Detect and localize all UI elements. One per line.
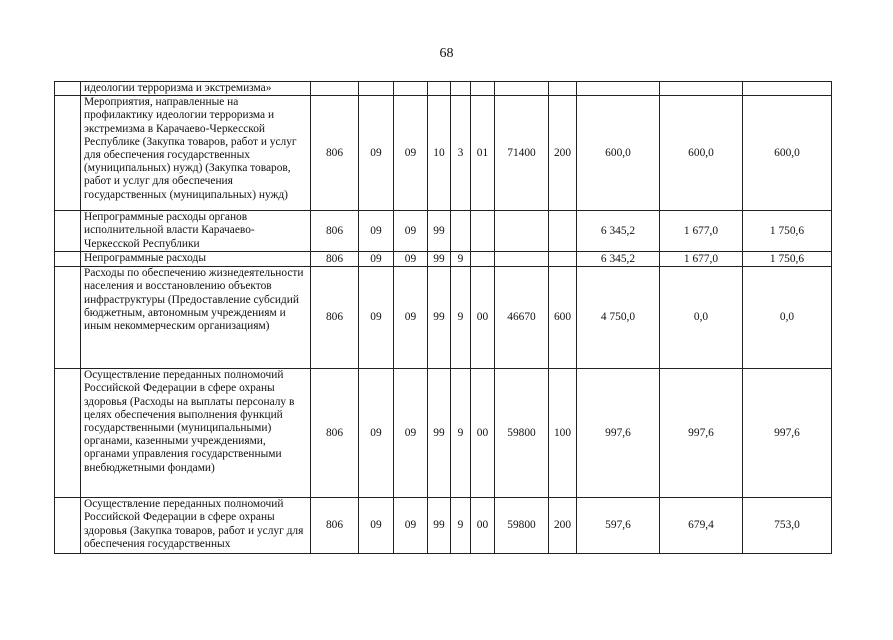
ministry-code-cell: 806 <box>311 252 359 267</box>
subsection-code-cell: 09 <box>394 252 428 267</box>
ministry-code-cell: 806 <box>311 498 359 554</box>
table-row <box>55 267 832 369</box>
amount-year1-cell: 597,6 <box>577 498 660 554</box>
event-code-cell: 00 <box>471 267 495 369</box>
description-cell: Осуществление переданных полномочий Российской Федерации в сфере охраны здоровья (Расходы на выплаты персоналу в целях обеспечения выполнения функций государственными (муниципальными) органами, казенными учреждениями, органами управления государственными внебюджетными фондами) <box>81 369 311 498</box>
description-cell: Непрограммные расходы органов исполнительной власти Карачаево-Черкесской Республики <box>81 211 311 252</box>
section-code-cell: 09 <box>359 96 394 211</box>
description-cell: Непрограммные расходы <box>81 252 311 267</box>
program-code-cell: 99 <box>428 267 451 369</box>
ministry-code-cell <box>311 82 359 96</box>
subsection-code-cell <box>394 82 428 96</box>
row-number-cell <box>55 252 81 267</box>
program-code-cell: 10 <box>428 96 451 211</box>
row-number-cell <box>55 82 81 96</box>
direction-code-cell: 59800 <box>495 498 549 554</box>
program-code-cell: 99 <box>428 211 451 252</box>
subprogram-code-cell: 9 <box>451 252 471 267</box>
amount-year2-cell <box>660 82 743 96</box>
subprogram-code-cell: 9 <box>451 267 471 369</box>
direction-code-cell: 59800 <box>495 369 549 498</box>
section-code-cell: 09 <box>359 252 394 267</box>
amount-year2-cell: 679,4 <box>660 498 743 554</box>
ministry-code-cell: 806 <box>311 96 359 211</box>
program-code-cell: 99 <box>428 369 451 498</box>
subprogram-code-cell: 9 <box>451 369 471 498</box>
subsection-code-cell: 09 <box>394 498 428 554</box>
amount-year2-cell: 600,0 <box>660 96 743 211</box>
amount-year3-cell <box>743 82 832 96</box>
event-code-cell <box>471 82 495 96</box>
table-row <box>55 96 832 211</box>
description-cell: Мероприятия, направленные на профилактику идеологии терроризма и экстремизма в Карачаево-Черкесской Республике (Закупка товаров, работ и услуг для обеспечения государственных (муниципальных) нужд) (Закупка товаров, работ и услуг для обеспечения государственных (муниципальных) нужд) <box>81 96 311 211</box>
event-code-cell <box>471 211 495 252</box>
section-code-cell: 09 <box>359 369 394 498</box>
subsection-code-cell: 09 <box>394 267 428 369</box>
description-cell: Осуществление переданных полномочий Российской Федерации в сфере охраны здоровья (Закупка товаров, работ и услуг для обеспечения государственных <box>81 498 311 554</box>
budget-table <box>54 81 832 554</box>
expense-type-cell: 200 <box>549 96 577 211</box>
subsection-code-cell: 09 <box>394 211 428 252</box>
table-row <box>55 252 832 267</box>
direction-code-cell: 71400 <box>495 96 549 211</box>
subprogram-code-cell <box>451 211 471 252</box>
table-row <box>55 211 832 252</box>
amount-year3-cell: 997,6 <box>743 369 832 498</box>
amount-year1-cell: 6 345,2 <box>577 252 660 267</box>
program-code-cell: 99 <box>428 252 451 267</box>
amount-year3-cell: 753,0 <box>743 498 832 554</box>
amount-year1-cell: 6 345,2 <box>577 211 660 252</box>
event-code-cell <box>471 252 495 267</box>
subsection-code-cell: 09 <box>394 369 428 498</box>
expense-type-cell <box>549 211 577 252</box>
row-number-cell <box>55 211 81 252</box>
table-row <box>55 369 832 498</box>
ministry-code-cell: 806 <box>311 267 359 369</box>
page-number: 68 <box>439 46 454 61</box>
amount-year2-cell: 1 677,0 <box>660 211 743 252</box>
table-row <box>55 82 832 96</box>
subsection-code-cell: 09 <box>394 96 428 211</box>
amount-year1-cell: 997,6 <box>577 369 660 498</box>
amount-year2-cell: 1 677,0 <box>660 252 743 267</box>
section-code-cell: 09 <box>359 211 394 252</box>
section-code-cell <box>359 82 394 96</box>
expense-type-cell: 600 <box>549 267 577 369</box>
row-number-cell <box>55 267 81 369</box>
expense-type-cell: 100 <box>549 369 577 498</box>
amount-year1-cell: 4 750,0 <box>577 267 660 369</box>
description-cell: Расходы по обеспечению жизнедеятельности населения и восстановлению объектов инфраструктуры (Предоставление субсидий бюджетным, автономным учреждениям и иным некоммерческим организациям) <box>81 267 311 369</box>
program-code-cell: 99 <box>428 498 451 554</box>
event-code-cell: 00 <box>471 498 495 554</box>
amount-year3-cell: 1 750,6 <box>743 211 832 252</box>
row-number-cell <box>55 498 81 554</box>
expense-type-cell <box>549 252 577 267</box>
amount-year3-cell: 600,0 <box>743 96 832 211</box>
row-number-cell <box>55 96 81 211</box>
event-code-cell: 01 <box>471 96 495 211</box>
section-code-cell: 09 <box>359 267 394 369</box>
amount-year2-cell: 0,0 <box>660 267 743 369</box>
event-code-cell: 00 <box>471 369 495 498</box>
direction-code-cell: 46670 <box>495 267 549 369</box>
expense-type-cell: 200 <box>549 498 577 554</box>
subprogram-code-cell <box>451 82 471 96</box>
ministry-code-cell: 806 <box>311 211 359 252</box>
subprogram-code-cell: 9 <box>451 498 471 554</box>
program-code-cell <box>428 82 451 96</box>
direction-code-cell <box>495 82 549 96</box>
amount-year1-cell <box>577 82 660 96</box>
section-code-cell: 09 <box>359 498 394 554</box>
table-row <box>55 498 832 554</box>
row-number-cell <box>55 369 81 498</box>
subprogram-code-cell: 3 <box>451 96 471 211</box>
amount-year3-cell: 0,0 <box>743 267 832 369</box>
direction-code-cell <box>495 211 549 252</box>
amount-year2-cell: 997,6 <box>660 369 743 498</box>
amount-year1-cell: 600,0 <box>577 96 660 211</box>
description-cell: идеологии терроризма и экстремизма» <box>81 82 311 96</box>
ministry-code-cell: 806 <box>311 369 359 498</box>
amount-year3-cell: 1 750,6 <box>743 252 832 267</box>
direction-code-cell <box>495 252 549 267</box>
expense-type-cell <box>549 82 577 96</box>
